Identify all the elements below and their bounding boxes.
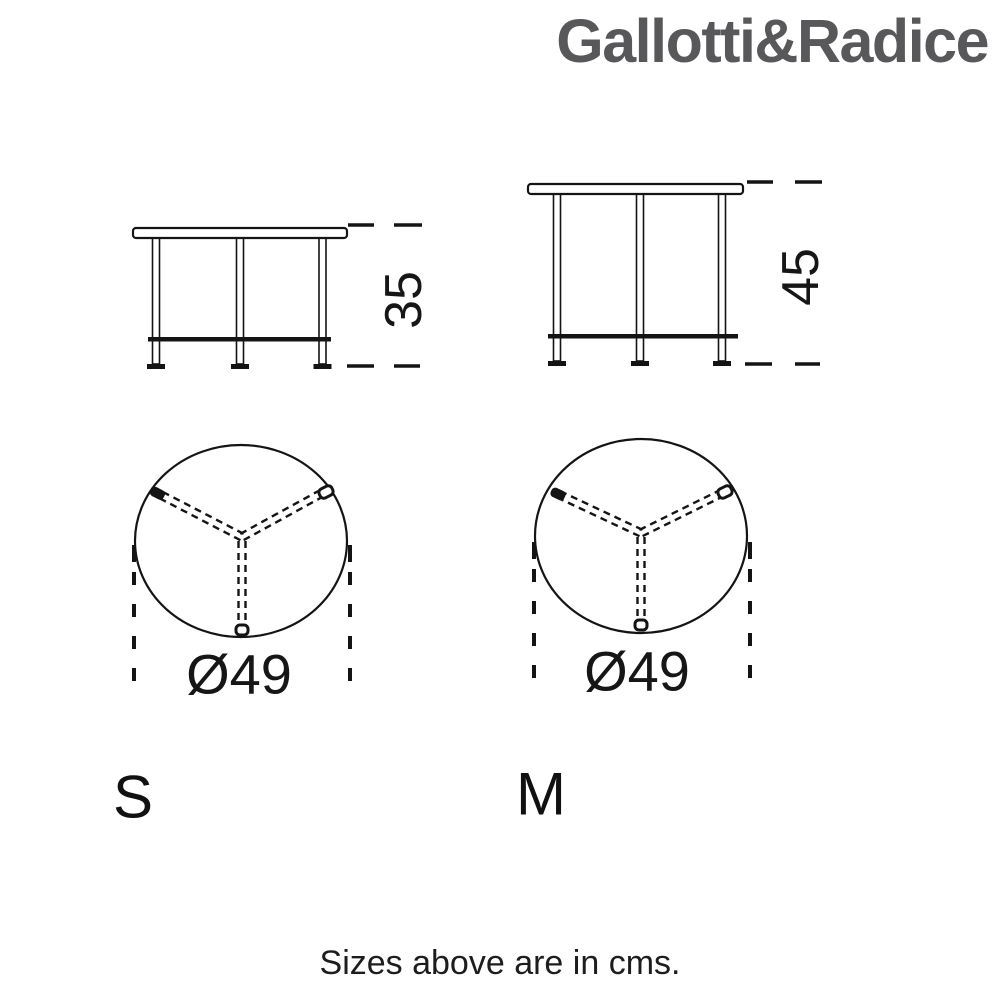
- tabletop-side: [528, 184, 743, 194]
- height-dimension-m: 45: [772, 248, 830, 306]
- table-feet: [548, 361, 731, 366]
- leg-foot-bottom: [236, 625, 248, 635]
- variant-label-m: M: [516, 760, 566, 828]
- diameter-dimension-m: Ø49: [584, 639, 690, 703]
- tabletop-circle: [135, 445, 347, 637]
- leg-stretcher: [548, 334, 738, 339]
- tabletop-circle: [535, 439, 747, 633]
- variant-label-s: S: [112, 763, 154, 831]
- tabletop-side: [133, 228, 347, 238]
- table-feet: [147, 364, 332, 369]
- leg-stretcher: [148, 337, 331, 342]
- brand-logo: Gallotti&Radice: [556, 7, 988, 75]
- diameter-dimension-s: Ø49: [186, 642, 292, 706]
- units-note: Sizes above are in cms.: [319, 944, 681, 982]
- table-legs: [153, 237, 327, 364]
- leg-foot-bottom: [635, 620, 647, 630]
- height-dimension-s: 35: [375, 271, 433, 329]
